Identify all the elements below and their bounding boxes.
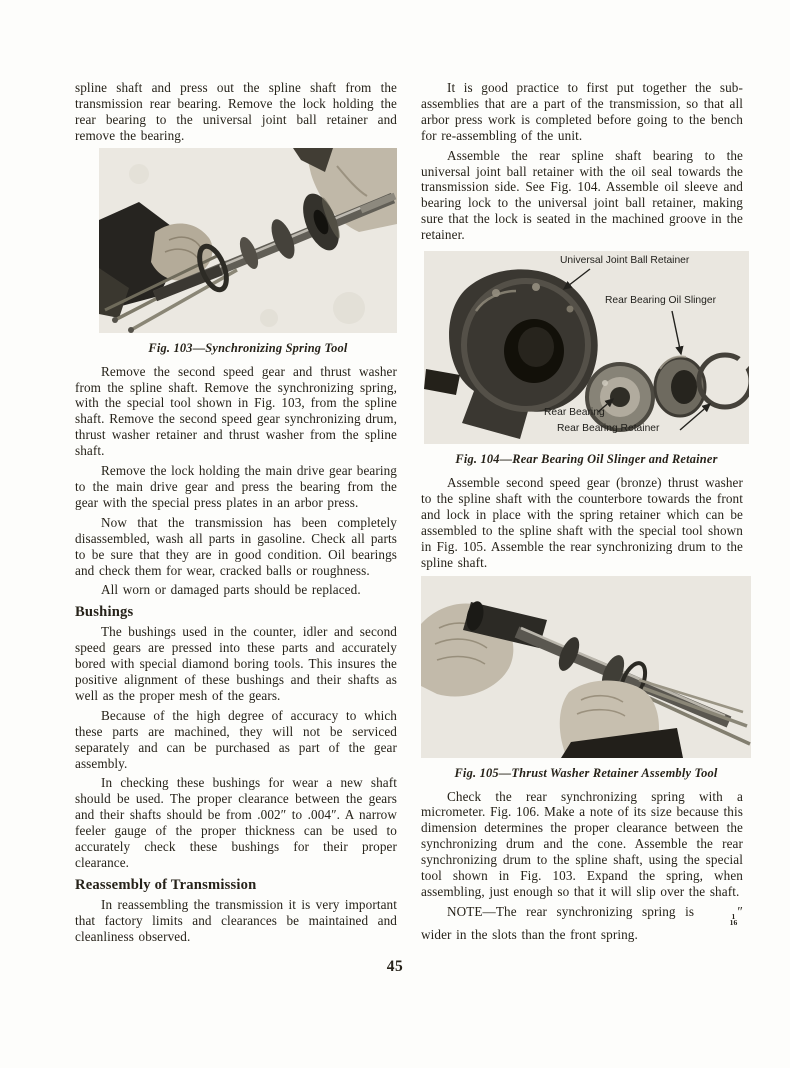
label-universal-joint-ball-retainer: Universal Joint Ball Retainer — [560, 255, 690, 267]
paragraph: All worn or damaged parts should be replaced. — [101, 582, 361, 598]
fig-105-caption: Fig. 105—Thrust Washer Retainer Assembly Tool — [454, 765, 718, 780]
figure-103 — [99, 148, 397, 355]
paragraph: In checking these bushings for wear a new shaft should be used. The proper clearance between the gears and their shafts should be from .002″ to .004″. A narrow feeler gauge of the proper thickness can be used to accurately check these bushings for their proper clearance. — [75, 775, 397, 870]
heading-bushings: Bushings — [75, 604, 134, 621]
paragraph: Remove the lock holding the main drive gear bearing to the main drive gear and press the bearing from the gear with the special press plates in an arbor press. — [75, 463, 397, 510]
paragraph: Assemble second speed gear (bronze) thrust washer to the spline shaft with the counterbore towards the front and lock in place with the spring retainer which can be assembled to the spline shaft with the special tool shown in Fig. 105. Assemble the rear synchronizing drum to the spline shaft. — [421, 475, 743, 570]
fig-103-photo — [99, 148, 397, 333]
label-rear-bearing: Rear Bearing — [544, 407, 605, 419]
note-paragraph — [421, 904, 743, 943]
paragraph: The bushings used in the counter, idler and second speed gears are pressed into these parts and accurately bored with special diamond boring tools. This insures the positive alignment of these bushings and their shafts as well as the proper mesh of the gears. — [75, 624, 397, 703]
paragraph: Now that the transmission has been completely disassembled, wash all parts in gasoline. Check all parts to be sure that they are in good condition. Oil bearings and check them for wear, cracked balls or roughness. — [75, 514, 397, 578]
paragraph: Check the rear synchronizing spring with a micrometer. Fig. 106. Make a note of its size because this dimension determines the proper clearance between the synchronizing drum and the cone. Assemble the rear synchronizing drum to the spline shaft, using the special tool shown in Fig. 103. Expand the spring, when assembling, just enough so that it will slip over the shaft. — [421, 788, 743, 899]
figure-104 — [424, 251, 749, 466]
note-text-continued: ″ wider in the slots than the front spring. — [421, 903, 743, 943]
synchronizing-spring-tool-photo-art — [99, 148, 397, 333]
fraction-one-sixteenth — [704, 911, 738, 928]
figure-105 — [421, 576, 751, 780]
label-rear-bearing-retainer: Rear Bearing Retainer — [557, 423, 660, 435]
left-column — [75, 80, 397, 949]
thrust-washer-retainer-tool-photo-art — [421, 576, 751, 758]
paragraph: In reassembling the transmission it is very important that factory limits and clearances be maintained and cleanliness observed. — [75, 896, 397, 944]
paragraph: It is good practice to first put together the sub-assemblies that are a part of the transmission, so that all arbor press work is completed before going to the bench for re-assembling of the unit. — [421, 80, 743, 143]
fraction-denominator: 16 — [729, 918, 738, 928]
page-number: 45 — [386, 958, 404, 975]
label-rear-bearing-oil-slinger: Rear Bearing Oil Slinger — [605, 295, 717, 307]
paragraph: Remove the second speed gear and thrust washer from the spline shaft. Remove the synchronizing spring, with the special tool shown in Fig. 103, from the spline shaft. Remove the second speed gear synchronizing drum, thrust washer retainer and thrust washer from the spline shaft. — [75, 363, 397, 459]
fraction-numerator: 1 — [731, 911, 736, 921]
fig-104-caption: Fig. 104—Rear Bearing Oil Slinger and Retainer — [455, 452, 718, 467]
paragraph: spline shaft and press out the spline shaft from the transmission rear bearing. Remove the lock holding the rear bearing to the universal joint ball retainer and remove the bearing. — [75, 80, 397, 143]
fig-105-photo — [421, 576, 751, 758]
heading-reassembly-of-transmission: Reassembly of Transmission — [75, 876, 257, 893]
note-text: NOTE—The rear synchronizing spring is — [447, 903, 695, 919]
right-column — [421, 80, 743, 947]
paragraph: Assemble the rear spline shaft bearing to the universal joint ball retainer with the oil seal towards the transmission side. See Fig. 104. Assemble oil sleeve and bearing lock to the universal joint ball retainer, making sure that the lock is seated in the machined groove in the retainer. — [421, 147, 743, 243]
fig-104-photo — [424, 251, 749, 444]
paragraph: Because of the high degree of accuracy to which these parts are machined, they will not be serviced separately and can be purchased as part of the gear assembly. — [75, 707, 397, 771]
fig-103-caption: Fig. 103—Synchronizing Spring Tool — [148, 340, 348, 355]
